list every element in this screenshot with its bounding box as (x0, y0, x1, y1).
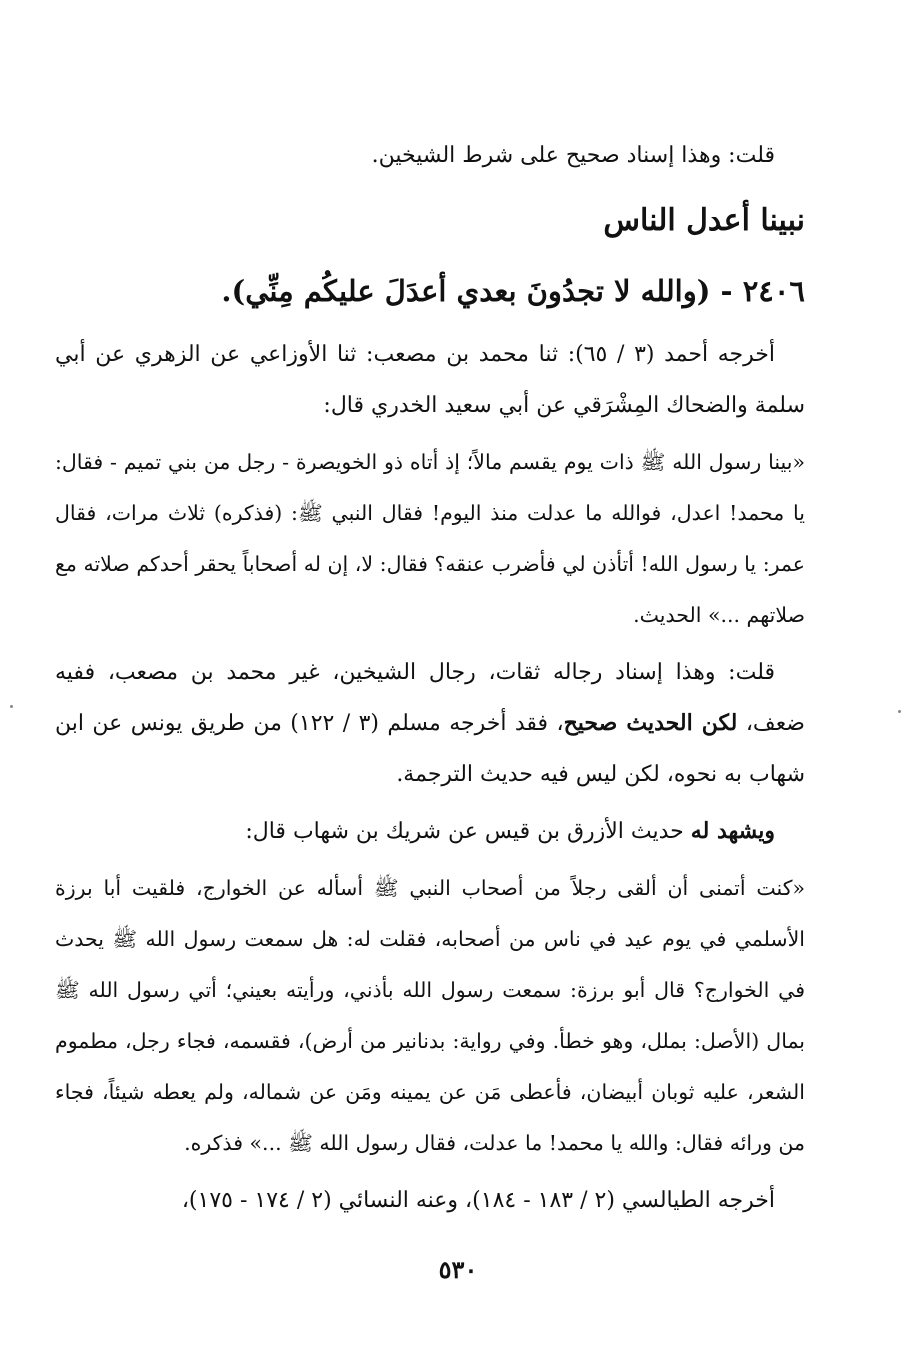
witness-text: حديث الأزرق بن قيس عن شريك بن شهاب قال: (245, 819, 691, 844)
comment-emphasis: لكن الحديث صحيح (563, 710, 738, 736)
page-body (55, 130, 805, 1226)
hadith-heading: ٢٤٠٦ - (والله لا تجدُونَ بعدي أعدَلَ عليكُم مِنِّي). (221, 274, 805, 308)
hadith-quote-1: «بينا رسول الله ﷺ ذات يوم يقسم مالاً؛ إذ أتاه ذو الخويصرة - رجل من بني تميم - فقال: يا محمد! اعدل، فوالله ما عدلت منذ اليوم! فقال النبي ﷺ: (فذكره) ثلاث مرات، فقال عمر: يا رسول الله! أتأذن لي فأضرب عنقه؟ فقال: لا، إن له أصحاباً يحقر أحدكم صلاته مع صلاتهم ...» الحديث. (55, 450, 805, 627)
comment-text-b: ، فقد أخرجه مسلم (٣ / ١٢٢) من طريق يونس عن ابن شهاب به نحوه، لكن ليس فيه حديث الترجمة. (55, 711, 805, 787)
comment-text-a: قلت: وهذا إسناد رجاله ثقات، رجال الشيخين، غير محمد بن مصعب، ففيه ضعف، (55, 660, 805, 736)
section-title: نبينا أعدل الناس (603, 203, 805, 238)
comment-paragraph-1 (55, 647, 805, 800)
margin-dot (898, 710, 901, 713)
page-number: ٥٣٠ (438, 1255, 478, 1284)
witness-paragraph (55, 806, 805, 857)
margin-dot (10, 705, 13, 708)
witness-emphasis: ويشهد له (690, 818, 775, 844)
takhrij-paragraph-1: أخرجه أحمد (٣ / ٦٥): ثنا محمد بن مصعب: ثنا الأوزاعي عن الزهري عن أبي سلمة والضحاك المِشْرَقي عن أبي سعيد الخدري قال: (55, 342, 805, 418)
hadith-quote-2: «كنت أتمنى أن ألقى رجلاً من أصحاب النبي ﷺ أسأله عن الخوارج، فلقيت أبا برزة الأسلمي في يوم عيد في ناس من أصحابه، فقلت له: هل سمعت رسول الله ﷺ يحدث في الخوارج؟ قال أبو برزة: سمعت رسول الله بأذني، ورأيته بعيني؛ أتي رسول الله ﷺ بمال (الأصل: بملل، وهو خطأ. وفي رواية: بدنانير من أرض)، فقسمه، فجاء رجل، مطموم الشعر، عليه ثوبان أبيضان، فأعطى مَن عن يمينه ومَن عن شماله، ولم يعطه شيئاً، فجاء من ورائه فقال: والله يا محمد! ما عدلت، فقال رسول الله ﷺ ...» فذكره. (55, 876, 805, 1155)
takhrij-paragraph-2: أخرجه الطيالسي (٢ / ١٨٣ - ١٨٤)، وعنه النسائي (٢ / ١٧٤ - ١٧٥)، (181, 1188, 775, 1213)
intro-line: قلت: وهذا إسناد صحيح على شرط الشيخين. (371, 143, 775, 168)
